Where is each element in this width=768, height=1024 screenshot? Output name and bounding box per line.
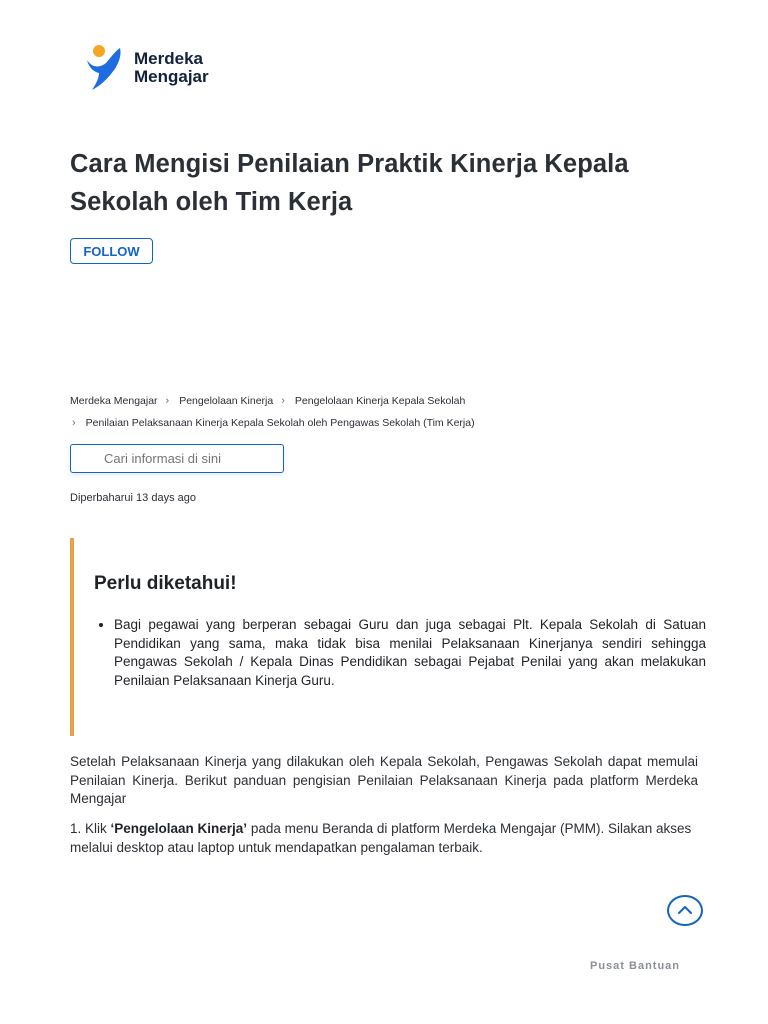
brand-name-line1: Merdeka	[134, 49, 203, 68]
breadcrumb-item-penilaian-pelaksanaan[interactable]: Penilaian Pelaksanaan Kinerja Kepala Sekolah oleh Pengawas Sekolah (Tim Kerja)	[85, 417, 475, 429]
chevron-right-icon: ›	[165, 395, 170, 407]
step-1-paragraph	[70, 820, 698, 857]
brand-name-line2: Mengajar	[134, 67, 209, 86]
breadcrumb-row	[70, 394, 710, 408]
step-1-prefix: 1. Klik	[70, 821, 111, 836]
chevron-right-icon: ›	[72, 417, 76, 429]
callout-list	[94, 616, 706, 690]
chevron-up-icon	[677, 903, 693, 918]
step-1-menu-name: ‘Pengelolaan Kinerja’	[110, 821, 248, 836]
step-1-text: pada menu Beranda di platform Merdeka Mengajar (PMM). Silakan akses melalui desktop atau laptop untuk mendapatkan pengalaman terbaik.	[70, 821, 692, 855]
merdeka-mengajar-logo-icon	[84, 44, 124, 92]
breadcrumb-item-pengelolaan-kinerja[interactable]: Pengelolaan Kinerja	[179, 395, 274, 407]
scroll-to-top-button[interactable]	[667, 895, 703, 926]
callout-list-item: • Bagi pegawai yang berperan sebagai Guru dan juga sebagai Plt. Kepala Sekolah di Satuan Pendidikan yang sama, maka tidak bisa menilai Pelaksanaan Kinerjanya sendiri sehingga Pengawas Sekolah / Kepala Dinas Pendidikan sebagai Pejabat Penilai yang akan melakukan Penilaian Pelaksanaan Kinerja Guru.	[114, 616, 706, 690]
help-center-link[interactable]: Pusat Bantuan	[590, 960, 681, 972]
follow-button[interactable]: FOLLOW	[70, 238, 153, 264]
breadcrumb-row	[70, 416, 710, 430]
breadcrumb-item-merdeka-mengajar[interactable]: Merdeka Mengajar	[70, 395, 158, 407]
chevron-right-icon: ›	[281, 395, 285, 407]
search-box	[70, 444, 284, 473]
intro-paragraph: Setelah Pelaksanaan Kinerja yang dilakukan oleh Kepala Sekolah, Pengawas Sekolah dapat memulai Penilaian Kinerja. Berikut panduan pengisian Penilaian Pelaksanaan Kinerja pada platform Merdeka Mengajar	[70, 754, 698, 806]
callout-title: Perlu diketahui!	[94, 573, 237, 594]
brand-logo[interactable]	[84, 44, 209, 92]
search-input[interactable]	[71, 445, 283, 472]
info-callout	[70, 538, 706, 736]
page-title: Cara Mengisi Penilaian Praktik Kinerja Kepala Sekolah oleh Tim Kerja	[70, 150, 629, 216]
updated-timestamp: Diperbaharui 13 days ago	[70, 492, 196, 504]
breadcrumb-item-pengelolaan-kinerja-kepala-sekolah[interactable]: Pengelolaan Kinerja Kepala Sekolah	[294, 395, 466, 407]
breadcrumb	[70, 394, 710, 430]
brand-name	[134, 50, 209, 86]
